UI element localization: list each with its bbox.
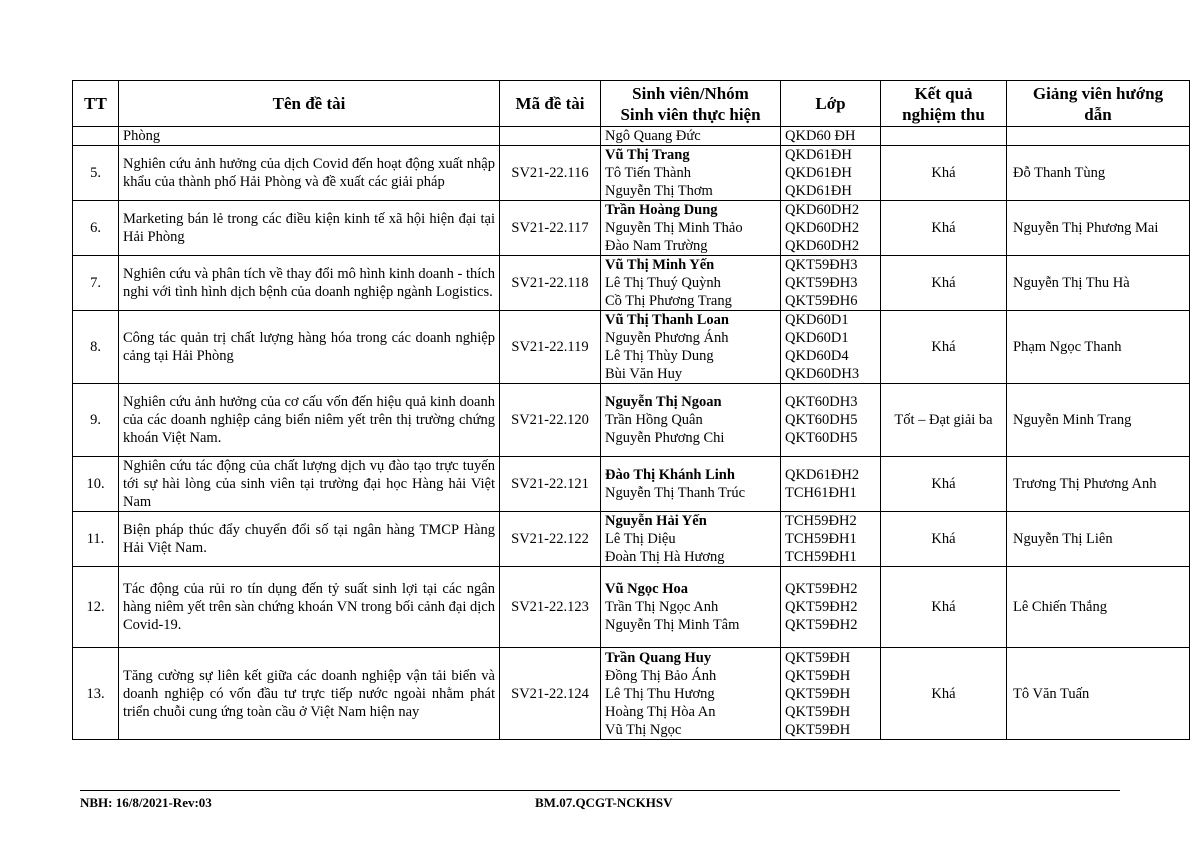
lead-student-name: Vũ Thị Trang — [605, 147, 690, 163]
continuation-student: Ngô Quang Đức — [601, 127, 781, 146]
table-row — [73, 256, 1190, 311]
header-students-line2: Sinh viên thực hiện — [620, 104, 761, 124]
class-cell — [781, 512, 881, 567]
lead-student-name: Vũ Thị Minh Yến — [605, 257, 715, 273]
student-name: Cồ Thị Phương Trang — [605, 293, 732, 309]
students-cell — [601, 146, 781, 201]
class-code: TCH59ĐH1 — [785, 531, 857, 547]
class-cell — [781, 648, 881, 740]
student-name: Nguyễn Thị Thanh Trúc — [605, 485, 746, 501]
class-code: QKD60DH2 — [785, 202, 860, 218]
class-code: QKT59ĐH6 — [785, 293, 858, 309]
advisor-cell: Tô Văn Tuấn — [1007, 648, 1190, 740]
class-code: QKD60D1 — [785, 312, 849, 328]
row-number: 5. — [73, 146, 119, 201]
topic-title: Nghiên cứu và phân tích về thay đổi mô hình kinh doanh - thích nghi với tình hình dịch bệnh của doanh nghiệp ngành Logistics. — [119, 256, 500, 311]
students-cell — [601, 648, 781, 740]
topic-code: SV21-22.120 — [500, 384, 601, 457]
topics-table — [72, 80, 1190, 740]
topic-code: SV21-22.124 — [500, 648, 601, 740]
class-code: TCH59ĐH1 — [785, 549, 857, 565]
result-cell: Khá — [881, 648, 1007, 740]
row-number: 10. — [73, 457, 119, 512]
class-code: TCH59ĐH2 — [785, 513, 857, 529]
table-body — [73, 127, 1190, 740]
class-code: QKD60DH3 — [785, 366, 860, 382]
students-cell — [601, 567, 781, 648]
class-code: QKT60DH3 — [785, 394, 858, 410]
advisor-cell: Lê Chiến Thắng — [1007, 567, 1190, 648]
topic-title: Tăng cường sự liên kết giữa các doanh nghiệp vận tải biển và doanh nghiệp có vốn đầu tư trực tiếp nước ngoài nhằm phát triển chuỗi cung ứng toàn cầu ở Việt Nam hiện nay — [119, 648, 500, 740]
class-code: QKD61ĐH2 — [785, 467, 860, 483]
topic-title: Marketing bán lẻ trong các điều kiện kinh tế xã hội hiện đại tại Hải Phòng — [119, 201, 500, 256]
class-code: QKD60DH2 — [785, 220, 860, 236]
advisor-cell: Phạm Ngọc Thanh — [1007, 311, 1190, 384]
student-name: Hoàng Thị Hòa An — [605, 703, 716, 720]
lead-student-name: Trần Quang Huy — [605, 649, 712, 666]
student-name: Lê Thị Diệu — [605, 531, 676, 547]
continuation-row — [73, 127, 1190, 146]
student-name: Nguyễn Phương Chi — [605, 430, 725, 446]
student-name: Trần Hồng Quân — [605, 412, 703, 428]
row-number: 8. — [73, 311, 119, 384]
footer-revision: NBH: 16/8/2021-Rev:03 — [80, 795, 212, 810]
header-result-line1: Kết quả — [914, 83, 973, 103]
table-row — [73, 512, 1190, 567]
topic-code: SV21-22.121 — [500, 457, 601, 512]
header-class: Lớp — [781, 81, 881, 127]
table-row — [73, 567, 1190, 648]
class-code: QKT59ĐH — [785, 667, 851, 684]
advisor-cell: Nguyễn Thị Phương Mai — [1007, 201, 1190, 256]
header-code: Mã đề tài — [500, 81, 601, 127]
student-name: Đào Nam Trường — [605, 238, 708, 254]
result-cell: Khá — [881, 256, 1007, 311]
class-code: QKD60D1 — [785, 330, 849, 346]
students-cell — [601, 384, 781, 457]
table-row — [73, 648, 1190, 740]
student-name: Đồng Thị Bảo Ánh — [605, 667, 717, 684]
student-name: Nguyễn Phương Ánh — [605, 330, 729, 346]
students-cell — [601, 311, 781, 384]
class-cell — [781, 201, 881, 256]
header-result — [881, 81, 1007, 127]
footer-form-code: BM.07.QCGT-NCKHSV — [535, 795, 673, 810]
class-code: QKT59ĐH3 — [785, 275, 858, 291]
header-students — [601, 81, 781, 127]
row-number: 11. — [73, 512, 119, 567]
row-number: 6. — [73, 201, 119, 256]
student-name: Bùi Văn Huy — [605, 366, 683, 382]
header-advisor-line2: dẫn — [1084, 104, 1112, 124]
continuation-advisor — [1007, 127, 1190, 146]
advisor-cell: Nguyễn Thị Liên — [1007, 512, 1190, 567]
students-cell — [601, 201, 781, 256]
topic-title: Nghiên cứu ảnh hưởng của cơ cấu vốn đến hiệu quả kinh doanh của các doanh nghiệp cảng biển niêm yết trên thị trường chứng khoán Việt Nam. — [119, 384, 500, 457]
student-name: Lê Thị Thùy Dung — [605, 348, 714, 364]
class-code: QKD61ĐH — [785, 147, 852, 163]
topic-code: SV21-22.122 — [500, 512, 601, 567]
class-code: QKT59ĐH — [785, 685, 851, 702]
class-code: QKT60DH5 — [785, 412, 858, 428]
student-name: Lê Thị Thu Hương — [605, 685, 715, 702]
row-number: 13. — [73, 648, 119, 740]
topic-code: SV21-22.117 — [500, 201, 601, 256]
header-advisor-line1: Giảng viên hướng — [1032, 83, 1164, 103]
lead-student-name: Vũ Ngọc Hoa — [605, 581, 688, 597]
class-code: QKT59ĐH2 — [785, 617, 858, 633]
continuation-title: Phòng — [119, 127, 500, 146]
student-name: Nguyễn Thị Minh Thảo — [605, 220, 743, 236]
row-number: 12. — [73, 567, 119, 648]
table-row — [73, 311, 1190, 384]
class-code: QKT59ĐH2 — [785, 599, 858, 615]
topic-title: Tác động của rủi ro tín dụng đến tỷ suất sinh lợi tại các ngân hàng niêm yết trên sàn chứng khoán VN trong bối cảnh đại dịch Covid-19. — [119, 567, 500, 648]
header-result-line2: nghiệm thu — [902, 104, 985, 124]
class-code: QKD61ĐH — [785, 183, 852, 199]
class-code: QKT59ĐH — [785, 703, 851, 720]
lead-student-name: Vũ Thị Thanh Loan — [605, 312, 730, 328]
advisor-cell: Trương Thị Phương Anh — [1007, 457, 1190, 512]
topic-title: Nghiên cứu ảnh hưởng của dịch Covid đến hoạt động xuất nhập khẩu của thành phố Hải Phòng và đề xuất các giải pháp — [119, 146, 500, 201]
class-code: QKT60DH5 — [785, 430, 858, 446]
topic-code: SV21-22.123 — [500, 567, 601, 648]
advisor-cell: Nguyễn Thị Thu Hà — [1007, 256, 1190, 311]
row-number: 9. — [73, 384, 119, 457]
result-cell: Khá — [881, 567, 1007, 648]
result-cell: Tốt – Đạt giải ba — [881, 384, 1007, 457]
student-name: Tô Tiến Thành — [605, 165, 691, 181]
topic-code: SV21-22.118 — [500, 256, 601, 311]
continuation-class: QKD60 ĐH — [781, 127, 881, 146]
students-cell — [601, 256, 781, 311]
students-cell — [601, 512, 781, 567]
result-cell: Khá — [881, 201, 1007, 256]
student-name: Trần Thị Ngọc Anh — [605, 599, 719, 615]
lead-student-name: Nguyễn Hải Yến — [605, 513, 707, 529]
row-number: 7. — [73, 256, 119, 311]
student-name: Đoàn Thị Hà Hương — [605, 549, 725, 565]
result-cell: Khá — [881, 512, 1007, 567]
header-tt: TT — [73, 81, 119, 127]
class-code: QKT59ĐH — [785, 649, 851, 666]
student-name: Nguyễn Thị Minh Tâm — [605, 617, 740, 633]
class-cell — [781, 567, 881, 648]
table-row — [73, 384, 1190, 457]
class-cell — [781, 256, 881, 311]
table-row — [73, 201, 1190, 256]
result-cell: Khá — [881, 311, 1007, 384]
table-row — [73, 146, 1190, 201]
topic-code: SV21-22.116 — [500, 146, 601, 201]
class-code: QKT59ĐH2 — [785, 581, 858, 597]
class-code: QKT59ĐH3 — [785, 257, 858, 273]
topic-title: Nghiên cứu tác động của chất lượng dịch vụ đào tạo trực tuyến tới sự hài lòng của sinh viên tại trường đại học Hàng hải Việt Nam — [119, 457, 500, 512]
student-name: Nguyễn Thị Thơm — [605, 183, 713, 199]
class-cell — [781, 384, 881, 457]
class-cell — [781, 311, 881, 384]
class-cell — [781, 146, 881, 201]
class-code: QKD61ĐH — [785, 165, 852, 181]
topic-code: SV21-22.119 — [500, 311, 601, 384]
class-cell — [781, 457, 881, 512]
table-row — [73, 457, 1190, 512]
student-name: Lê Thị Thuý Quỳnh — [605, 275, 721, 291]
result-cell: Khá — [881, 457, 1007, 512]
lead-student-name: Trần Hoàng Dung — [605, 202, 718, 218]
footer-divider — [80, 790, 1120, 791]
advisor-cell: Nguyễn Minh Trang — [1007, 384, 1190, 457]
class-code: QKD60D4 — [785, 348, 849, 364]
advisor-cell: Đỗ Thanh Tùng — [1007, 146, 1190, 201]
lead-student-name: Nguyễn Thị Ngoan — [605, 394, 722, 410]
topic-title: Công tác quản trị chất lượng hàng hóa trong các doanh nghiệp cảng tại Hải Phòng — [119, 311, 500, 384]
continuation-code — [500, 127, 601, 146]
topic-title: Biện pháp thúc đẩy chuyển đổi số tại ngân hàng TMCP Hàng Hải Việt Nam. — [119, 512, 500, 567]
header-students-line1: Sinh viên/Nhóm — [632, 83, 749, 103]
header-title: Tên đề tài — [119, 81, 500, 127]
table-header — [73, 81, 1190, 127]
students-cell — [601, 457, 781, 512]
class-code: QKD60DH2 — [785, 238, 860, 254]
continuation-tt — [73, 127, 119, 146]
result-cell: Khá — [881, 146, 1007, 201]
student-name: Vũ Thị Ngọc — [605, 721, 682, 738]
continuation-result — [881, 127, 1007, 146]
lead-student-name: Đào Thị Khánh Linh — [605, 467, 735, 483]
class-code: QKT59ĐH — [785, 721, 851, 738]
header-advisor — [1007, 81, 1190, 127]
class-code: TCH61ĐH1 — [785, 485, 857, 501]
